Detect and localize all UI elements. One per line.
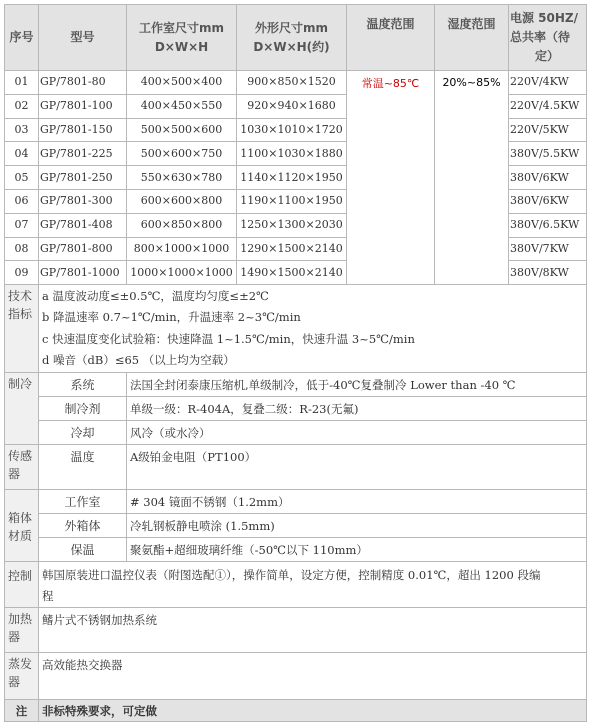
header-power-line1: 电源 50HZ/ [510,11,579,25]
tech-values [39,285,587,373]
material-sub-insulation: 保温 [39,538,127,562]
tech-row [5,285,587,373]
cooling-val-method: 风冷（或水冷） [127,421,587,445]
control-val-line1: 韩国原装进口温控仪表（附图选配①），操作简单，设定方便，控制精度 0.01℃，超出 1200 段编 [42,568,541,583]
sensor-label [5,445,39,490]
sensor-sub: 温度 [39,445,127,490]
model-outer-size: 920×940×1680 [237,94,347,118]
model-name: GP/7801-250 [39,166,127,190]
model-power: 380V/8KW [509,261,587,285]
model-name: GP/7801-408 [39,213,127,237]
sensor-val: A级铂金电阻（PT100） [127,445,587,490]
tech-line: d 噪音（dB）≤65 （以上均为空载） [42,353,235,368]
model-name: GP/7801-1000 [39,261,127,285]
cooling-row-refrigerant [5,397,587,421]
temp-range-value: 常温~85℃ [347,71,435,285]
header-temp-range: 温度范围 [347,5,435,71]
model-power: 220V/4.5KW [509,94,587,118]
header-row [5,5,587,71]
model-no: 03 [5,118,39,142]
model-power: 220V/4KW [509,71,587,95]
header-hum-range: 湿度范围 [435,5,509,71]
cooling-sub-method: 冷却 [39,421,127,445]
note-row [5,700,587,722]
header-power-line2: 总共率（待 [510,30,571,44]
model-no: 02 [5,94,39,118]
models-body [5,71,587,285]
model-work-size: 600×600×800 [127,189,237,213]
sensor-label-line2: 器 [8,467,21,482]
model-no: 06 [5,189,39,213]
model-outer-size: 1140×1120×1950 [237,166,347,190]
model-name: GP/7801-800 [39,237,127,261]
model-power: 220V/5KW [509,118,587,142]
model-work-size: 550×630×780 [127,166,237,190]
model-outer-size: 1490×1500×2140 [237,261,347,285]
model-outer-size: 1290×1500×2140 [237,237,347,261]
model-no: 04 [5,142,39,166]
heater-row [5,608,587,653]
cooling-sub-system: 系统 [39,373,127,397]
model-work-size: 500×500×600 [127,118,237,142]
note-val: 非标特殊要求，可定做 [39,700,587,722]
model-work-size: 500×600×750 [127,142,237,166]
heater-label [5,608,39,653]
cooling-row-system [5,373,587,397]
material-sub-chamber: 工作室 [39,490,127,514]
material-val-insulation: 聚氨酯+超细玻璃纤维（-50℃以下 110mm） [127,538,587,562]
model-name: GP/7801-150 [39,118,127,142]
heater-label-line1: 加热 [8,612,33,627]
model-outer-size: 1250×1300×2030 [237,213,347,237]
model-work-size: 400×500×400 [127,71,237,95]
model-no: 07 [5,213,39,237]
model-no: 08 [5,237,39,261]
material-label-line2: 材质 [8,528,33,543]
model-no: 01 [5,71,39,95]
tech-label [5,285,39,373]
tech-line: c 快速温度变化试验箱：快速降温 1~1.5℃/min，快速升温 3~5℃/min [42,331,415,346]
control-row [5,562,587,608]
spec-table [4,4,587,722]
tech-line: a 温度波动度≤±0.5℃，温度均匀度≤±2℃ [42,288,269,303]
material-row-outer [5,514,587,538]
hum-range-value: 20%~85% [435,71,509,285]
header-power-line3: 定） [534,49,559,63]
model-work-size: 800×1000×1000 [127,237,237,261]
header-work-size [127,5,237,71]
material-val-chamber: # 304 镜面不锈钢（1.2mm） [127,490,587,514]
tech-label-line2: 指标 [8,307,33,322]
evaporator-val: 高效能热交换器 [39,653,587,700]
sensor-label-line1: 传感 [8,449,33,464]
header-work-size-line2: D×W×H [154,39,209,54]
material-sub-outer: 外箱体 [39,514,127,538]
model-outer-size: 1030×1010×1720 [237,118,347,142]
header-model: 型号 [39,5,127,71]
evaporator-label-line1: 蒸发 [8,657,33,672]
model-name: GP/7801-300 [39,189,127,213]
control-val-line2: 程 [42,589,54,604]
model-outer-size: 1100×1030×1880 [237,142,347,166]
material-label-line1: 箱体 [8,510,33,525]
cooling-row-method [5,421,587,445]
tech-line: b 降温速率 0.7~1℃/min，升温速率 2~3℃/min [42,310,301,325]
material-val-outer: 冷轧钢板静电喷涂 (1.5mm) [127,514,587,538]
model-outer-size: 1190×1100×1950 [237,189,347,213]
model-power: 380V/6KW [509,189,587,213]
evaporator-row [5,653,587,700]
tech-label-line1: 技术 [8,289,33,304]
model-work-size: 1000×1000×1000 [127,261,237,285]
model-work-size: 600×850×800 [127,213,237,237]
header-no: 序号 [5,5,39,71]
model-no: 05 [5,166,39,190]
model-row [5,71,587,95]
header-outer-size-line2: D×W×H(约) [253,39,330,54]
model-power: 380V/5.5KW [509,142,587,166]
evaporator-label [5,653,39,700]
model-power: 380V/7KW [509,237,587,261]
header-outer-size-line1: 外形尺寸mm [254,20,328,35]
header-power [509,5,587,71]
header-outer-size [237,5,347,71]
material-row-chamber [5,490,587,514]
control-val [39,562,587,608]
model-name: GP/7801-225 [39,142,127,166]
control-label: 控制 [5,562,39,608]
model-name: GP/7801-100 [39,94,127,118]
model-outer-size: 900×850×1520 [237,71,347,95]
sensor-row [5,445,587,490]
header-work-size-line1: 工作室尺寸mm [138,20,224,35]
cooling-val-system: 法国全封闭泰康压缩机,单级制冷，低于-40℃复叠制冷 Lower than -40 ℃ [127,373,587,397]
model-work-size: 400×450×550 [127,94,237,118]
model-power: 380V/6KW [509,166,587,190]
material-label [5,490,39,562]
model-no: 09 [5,261,39,285]
heater-label-line2: 器 [8,630,21,645]
cooling-label: 制冷 [5,373,39,445]
heater-val: 鳍片式不锈钢加热系统 [39,608,587,653]
cooling-val-refrigerant: 单级一级：R-404A，复叠二级：R-23(无氟) [127,397,587,421]
material-row-insulation [5,538,587,562]
specs-body [5,285,587,722]
note-label: 注 [5,700,39,722]
cooling-sub-refrigerant: 制冷剂 [39,397,127,421]
evaporator-label-line2: 器 [8,675,21,690]
model-power: 380V/6.5KW [509,213,587,237]
model-name: GP/7801-80 [39,71,127,95]
